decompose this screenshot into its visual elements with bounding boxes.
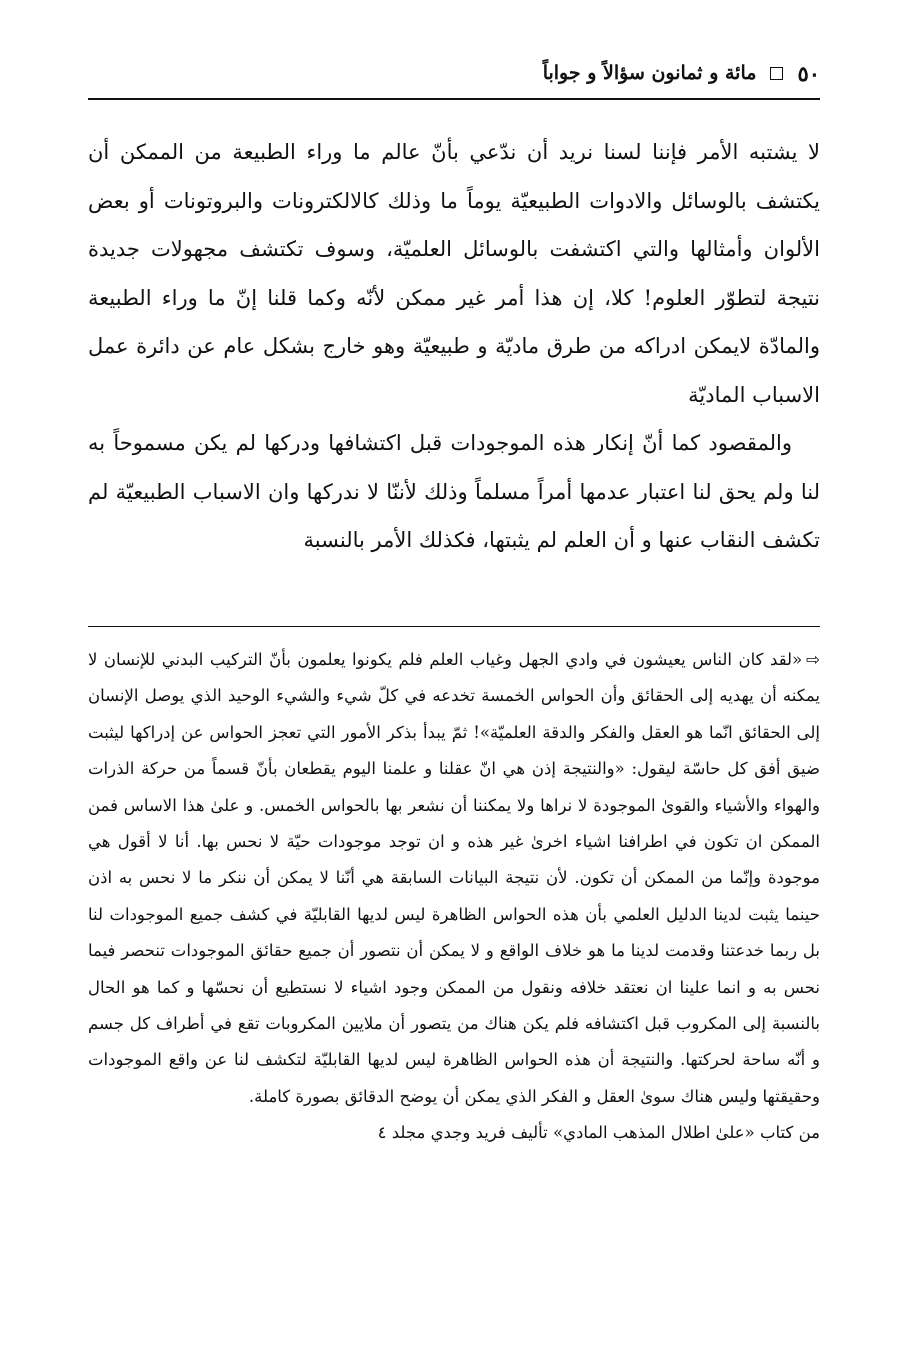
body-paragraph-2: والمقصود كما أنّ إنكار هذه الموجودات قبل اكتشافها ودركها لم يكن مسموحاً به لنا ولم يحق لنا اعتبار عدمها أمراً مسلماً وذلك لأننّا لا ندركها وان الاسباب الطبيعيّة لم تكشف النقاب عنها و أن العلم لم يثبتها، فكذلك الأمر بالنسبة: [88, 431, 820, 552]
book-page: [88, 0, 820, 1348]
body-text: [88, 128, 820, 565]
footnote-source: من كتاب «علىٰ اطلال المذهب المادي» تأليف فريد وجدي مجلد ٤: [377, 1123, 820, 1143]
square-separator-icon: [770, 67, 783, 80]
footnote-text-block: [88, 642, 820, 1115]
book-title: مائة و ثمانون سؤالاً و جواباً: [542, 62, 757, 84]
footnote-text: «لقد كان الناس يعيشون في وادي الجهل وغياب العلم فلم يكونوا يعلمون بأنّ التركيب البدني للإنسان لا يمكنه أن يهديه إلى الحقائق وأن الحواس الخمسة تخدعه في كلّ شيء والشيء الوحيد الذي يوصل الإنسان إلى الحقائق انّما هو العقل والفكر والدقة العلميّة»! ثمّ يبدأ بذكر الأمور التي تعجز الحواس عن إدراكها ليثبت ضيق أفق كل حاسّة ليقول: «والنتيجة إذن هي انّ عقلنا و علمنا اليوم يقطعان بأنّ قسماً من حركة الذرات والهواء والأشياء والقوىٰ الموجودة لا نراها ولا يمكننا أن نشعر بها بالحواس الخمس. و علىٰ هذا الاساس فمن الممكن ان تكون في اطرافنا اشياء اخرىٰ غير هذه و ان توجد موجودات حيّة لا نحس بها. أنا لا أقول هي موجودة وإنّما من الممكن أن تكون. لأن نتيجة البيانات السابقة هي أنّنا لا يمكن أن ننكر ما لا نحس به اذن حينما يثبت لدينا الدليل العلمي بأن هذه الحواس الظاهرة ليس لديها القابليّة في كشف جميع الموجودات لنا بل ربما خدعتنا وقدمت لدينا ما هو خلاف الواقع و لا يمكن أن نتصور أن جميع حقائق الموجودات تنحصر فيما نحس به و انما علينا ان نعتقد خلافه ونقول من الممكن وجود اشياء لا نستطيع أن نحسّها و كما هو الحال بالنسبة إلى المكروب قبل اكتشافه فلم يكن هناك من يتصور أن ملايين المكروبات تقع في أطراف كل جسم و أنّه ساحة لحركتها. والنتيجة أن هذه الحواس الظاهرة ليس لديها القابليّة لتكشف لنا عن واقع الموجودات وحقيقتها وليس هناك سوىٰ العقل و الفكر الذي يمكن أن يوضح الدقائق بصورة كاملة.: [88, 650, 820, 1106]
footnote: [88, 642, 820, 1152]
header-rule: [88, 98, 820, 100]
body-paragraph-1: لا يشتبه الأمر فإننا لسنا نريد أن ندّعي بأنّ عالم ما وراء الطبيعة من الممكن أن يكتشف بالوسائل والادوات الطبيعيّة يوماً ما وذلك كالالكترونات والبروتونات أو بعض الألوان وأمثالها والتي اكتشفت بالوسائل العلميّة، وسوف تكتشف مجهولات جديدة نتيجة لتطوّر العلوم! كلا، إن هذا أمر غير ممكن لأنّه وكما قلنا إنّ ما وراء الطبيعة والمادّة لايمكن ادراكه من طرق ماديّة و طبيعيّة وهو خارج بشكل عام عن دائرة عمل الاسباب الماديّة: [88, 140, 820, 407]
continuation-arrow-icon: ⇨: [806, 650, 820, 669]
running-header: [88, 56, 820, 90]
page-number: ٥٠: [797, 60, 820, 86]
footnote-rule: [88, 626, 820, 627]
